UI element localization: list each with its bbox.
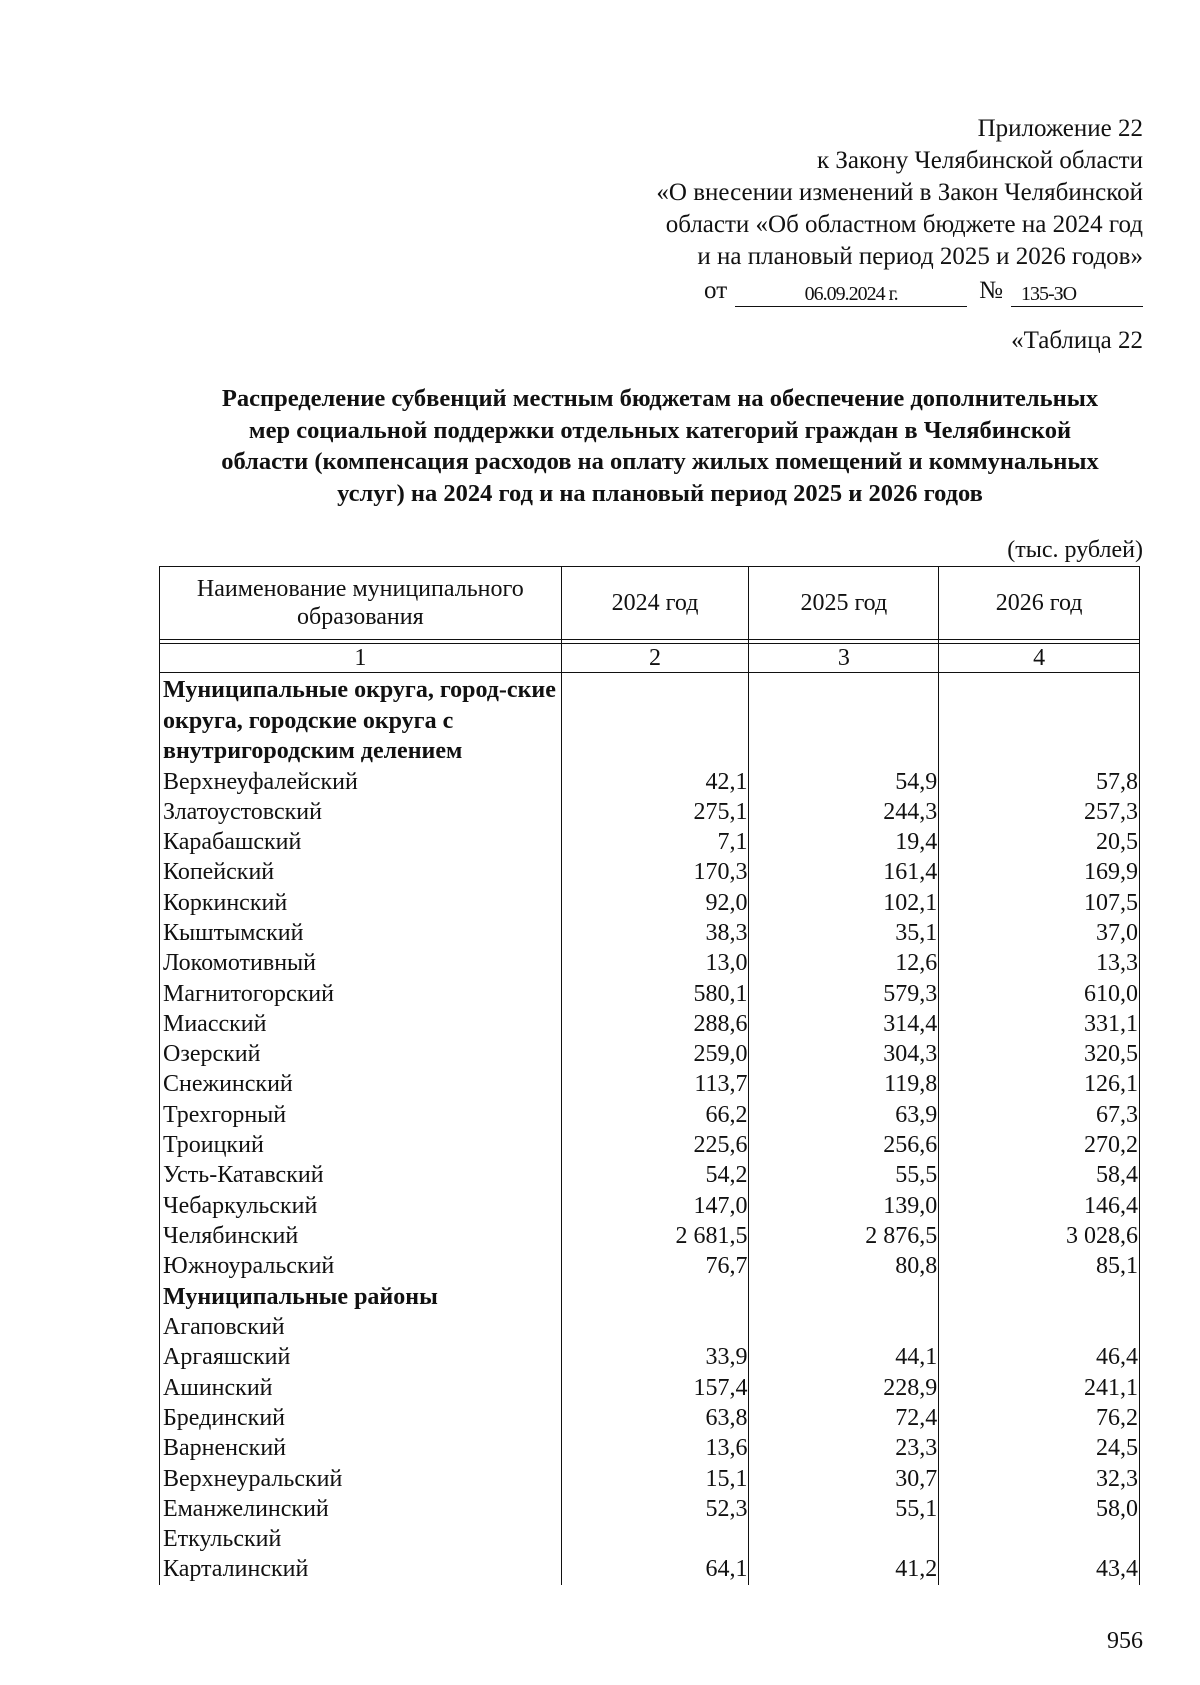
header-2024: 2024 год bbox=[561, 567, 749, 640]
value-2026: 32,3 bbox=[939, 1464, 1140, 1494]
header-2025: 2025 год bbox=[749, 567, 939, 640]
value-2025: 55,1 bbox=[749, 1494, 939, 1524]
municipality-name: Верхнеуфалейский bbox=[160, 767, 562, 797]
value-2024: 52,3 bbox=[561, 1494, 749, 1524]
value-2025: 44,1 bbox=[749, 1342, 939, 1372]
municipality-name: Еткульский bbox=[160, 1524, 562, 1554]
value-2026: 24,5 bbox=[939, 1433, 1140, 1463]
table-row bbox=[160, 1009, 1140, 1039]
value-2026: 13,3 bbox=[939, 948, 1140, 978]
value-2024: 275,1 bbox=[561, 797, 749, 827]
value-2025: 63,9 bbox=[749, 1100, 939, 1130]
header-line: «О внесении изменений в Закон Челябинской bbox=[656, 179, 1143, 206]
municipality-name: Усть-Катавский bbox=[160, 1160, 562, 1190]
value-2025: 244,3 bbox=[749, 797, 939, 827]
table-label: «Таблица 22 bbox=[1011, 327, 1143, 354]
municipality-name: Челябинский bbox=[160, 1221, 562, 1251]
page-number: 956 bbox=[1107, 1628, 1143, 1654]
table-row bbox=[160, 1100, 1140, 1130]
municipality-name: Аргаяшский bbox=[160, 1342, 562, 1372]
value-2024: 2 681,5 bbox=[561, 1221, 749, 1251]
table-row bbox=[160, 797, 1140, 827]
municipality-name: Златоустовский bbox=[160, 797, 562, 827]
column-number: 2 bbox=[561, 644, 749, 673]
value-2025: 30,7 bbox=[749, 1464, 939, 1494]
value-2025: 19,4 bbox=[749, 827, 939, 857]
title-line: мер социальной поддержки отдельных категорий граждан в Челябинской bbox=[248, 416, 1072, 444]
value-2025: 228,9 bbox=[749, 1373, 939, 1403]
value-2025: 314,4 bbox=[749, 1009, 939, 1039]
value-2024: 13,6 bbox=[561, 1433, 749, 1463]
value-2025: 102,1 bbox=[749, 888, 939, 918]
header-2026: 2026 год bbox=[939, 567, 1140, 640]
value-2025: 139,0 bbox=[749, 1191, 939, 1221]
value-2025: 23,3 bbox=[749, 1433, 939, 1463]
value-2024: 157,4 bbox=[561, 1373, 749, 1403]
value-2026: 610,0 bbox=[939, 979, 1140, 1009]
table-header-row bbox=[160, 567, 1140, 640]
value-2026: 241,1 bbox=[939, 1373, 1140, 1403]
value-2025: 35,1 bbox=[749, 918, 939, 948]
value-2024: 113,7 bbox=[561, 1069, 749, 1099]
table-row bbox=[160, 1251, 1140, 1281]
value-2026: 107,5 bbox=[939, 888, 1140, 918]
municipality-name: Троицкий bbox=[160, 1130, 562, 1160]
table-row bbox=[160, 1524, 1140, 1554]
table-row bbox=[160, 918, 1140, 948]
table-row bbox=[160, 1464, 1140, 1494]
group-row bbox=[160, 1282, 1140, 1313]
title-line: Распределение субвенций местным бюджетам на обеспечение дополнительных bbox=[221, 385, 1099, 412]
value-2024: 13,0 bbox=[561, 948, 749, 978]
table-row bbox=[160, 1342, 1140, 1372]
number-label: № bbox=[979, 277, 1003, 304]
municipality-name: Снежинский bbox=[160, 1069, 562, 1099]
value-2026: 3 028,6 bbox=[939, 1221, 1140, 1251]
table-row bbox=[160, 1433, 1140, 1463]
table-row bbox=[160, 1494, 1140, 1524]
value-2025: 41,2 bbox=[749, 1554, 939, 1584]
value-2024: 288,6 bbox=[561, 1009, 749, 1039]
municipality-name: Варненский bbox=[160, 1433, 562, 1463]
table-row bbox=[160, 1069, 1140, 1099]
table-row bbox=[160, 1554, 1140, 1584]
municipality-name: Карталинский bbox=[160, 1554, 562, 1584]
municipality-name: Карабашский bbox=[160, 827, 562, 857]
value-2025: 579,3 bbox=[749, 979, 939, 1009]
municipality-name: Озерский bbox=[160, 1039, 562, 1069]
table-row bbox=[160, 948, 1140, 978]
value-2026: 126,1 bbox=[939, 1069, 1140, 1099]
value-2026: 37,0 bbox=[939, 918, 1140, 948]
law-date: 06.09.2024 г. bbox=[735, 282, 967, 307]
value-2026: 57,8 bbox=[939, 767, 1140, 797]
units-label: (тыс. рублей) bbox=[1007, 537, 1143, 563]
value-2025 bbox=[749, 1524, 939, 1554]
value-2024: 170,3 bbox=[561, 857, 749, 887]
value-2025: 2 876,5 bbox=[749, 1221, 939, 1251]
value-2026 bbox=[939, 1312, 1140, 1342]
value-2025: 54,9 bbox=[749, 767, 939, 797]
column-number: 3 bbox=[749, 644, 939, 673]
table-body bbox=[160, 673, 1140, 1585]
value-2024: 63,8 bbox=[561, 1403, 749, 1433]
header-name: Наименование муниципального образования bbox=[160, 567, 562, 640]
value-2025: 119,8 bbox=[749, 1069, 939, 1099]
value-2024: 259,0 bbox=[561, 1039, 749, 1069]
header-line: и на плановый период 2025 и 2026 годов» bbox=[697, 243, 1143, 270]
table-row bbox=[160, 1403, 1140, 1433]
table-row bbox=[160, 857, 1140, 887]
value-2025 bbox=[749, 1312, 939, 1342]
value-2026: 20,5 bbox=[939, 827, 1140, 857]
municipality-name: Брединский bbox=[160, 1403, 562, 1433]
table-row bbox=[160, 1160, 1140, 1190]
value-2024 bbox=[561, 1312, 749, 1342]
header-line: Приложение 22 bbox=[977, 115, 1143, 142]
value-2026: 146,4 bbox=[939, 1191, 1140, 1221]
value-2024: 64,1 bbox=[561, 1554, 749, 1584]
subvention-table bbox=[159, 566, 1140, 1585]
value-2026: 58,0 bbox=[939, 1494, 1140, 1524]
municipality-name: Еманжелинский bbox=[160, 1494, 562, 1524]
value-2025: 80,8 bbox=[749, 1251, 939, 1281]
value-2024 bbox=[561, 1524, 749, 1554]
value-2026: 46,4 bbox=[939, 1342, 1140, 1372]
value-2026: 257,3 bbox=[939, 797, 1140, 827]
document-title bbox=[160, 383, 1160, 509]
group-name: Муниципальные районы bbox=[160, 1282, 562, 1313]
group-row bbox=[160, 673, 1140, 767]
law-date-number-line bbox=[503, 273, 1143, 307]
table-row bbox=[160, 888, 1140, 918]
law-number: 135-ЗО bbox=[1011, 282, 1143, 307]
column-number: 1 bbox=[160, 644, 562, 673]
appendix-header bbox=[503, 113, 1143, 307]
value-2024: 7,1 bbox=[561, 827, 749, 857]
value-2025: 256,6 bbox=[749, 1130, 939, 1160]
column-number-row bbox=[160, 644, 1140, 673]
municipality-name: Кыштымский bbox=[160, 918, 562, 948]
municipality-name: Трехгорный bbox=[160, 1100, 562, 1130]
value-2024: 38,3 bbox=[561, 918, 749, 948]
value-2024: 33,9 bbox=[561, 1342, 749, 1372]
table-row bbox=[160, 1130, 1140, 1160]
municipality-name: Локомотивный bbox=[160, 948, 562, 978]
municipality-name: Агаповский bbox=[160, 1312, 562, 1342]
value-2024: 42,1 bbox=[561, 767, 749, 797]
value-2024: 76,7 bbox=[561, 1251, 749, 1281]
header-line: области «Об областном бюджете на 2024 год bbox=[665, 211, 1143, 238]
header-line: к Закону Челябинской области bbox=[817, 147, 1143, 174]
title-line: области (компенсация расходов на оплату жилых помещений и коммунальных bbox=[221, 448, 1099, 475]
value-2025: 12,6 bbox=[749, 948, 939, 978]
value-2025: 304,3 bbox=[749, 1039, 939, 1069]
group-name: Муниципальные округа, город-ские округа, городские округа с внутригородским делением bbox=[160, 673, 562, 767]
municipality-name: Ашинский bbox=[160, 1373, 562, 1403]
column-number: 4 bbox=[939, 644, 1140, 673]
municipality-name: Чебаркульский bbox=[160, 1191, 562, 1221]
table-row bbox=[160, 827, 1140, 857]
value-2026: 169,9 bbox=[939, 857, 1140, 887]
value-2025: 55,5 bbox=[749, 1160, 939, 1190]
value-2025: 72,4 bbox=[749, 1403, 939, 1433]
value-2024: 147,0 bbox=[561, 1191, 749, 1221]
table-row bbox=[160, 1039, 1140, 1069]
value-2026: 331,1 bbox=[939, 1009, 1140, 1039]
municipality-name: Верхнеуральский bbox=[160, 1464, 562, 1494]
table-row bbox=[160, 1191, 1140, 1221]
table-row bbox=[160, 979, 1140, 1009]
value-2024: 66,2 bbox=[561, 1100, 749, 1130]
value-2026: 43,4 bbox=[939, 1554, 1140, 1584]
value-2026: 67,3 bbox=[939, 1100, 1140, 1130]
table-row bbox=[160, 1373, 1140, 1403]
value-2024: 15,1 bbox=[561, 1464, 749, 1494]
value-2025: 161,4 bbox=[749, 857, 939, 887]
value-2024: 54,2 bbox=[561, 1160, 749, 1190]
value-2024: 225,6 bbox=[561, 1130, 749, 1160]
table-row bbox=[160, 1312, 1140, 1342]
table-row bbox=[160, 1221, 1140, 1251]
value-2026: 270,2 bbox=[939, 1130, 1140, 1160]
municipality-name: Коркинский bbox=[160, 888, 562, 918]
value-2026: 85,1 bbox=[939, 1251, 1140, 1281]
municipality-name: Миасский bbox=[160, 1009, 562, 1039]
value-2024: 92,0 bbox=[561, 888, 749, 918]
table-row bbox=[160, 767, 1140, 797]
municipality-name: Южноуральский bbox=[160, 1251, 562, 1281]
value-2024: 580,1 bbox=[561, 979, 749, 1009]
title-line: услуг) на 2024 год и на плановый период 2025 и 2026 годов bbox=[337, 479, 983, 507]
value-2026 bbox=[939, 1524, 1140, 1554]
value-2026: 58,4 bbox=[939, 1160, 1140, 1190]
from-label: от bbox=[704, 277, 728, 304]
municipality-name: Копейский bbox=[160, 857, 562, 887]
value-2026: 76,2 bbox=[939, 1403, 1140, 1433]
value-2026: 320,5 bbox=[939, 1039, 1140, 1069]
municipality-name: Магнитогорский bbox=[160, 979, 562, 1009]
